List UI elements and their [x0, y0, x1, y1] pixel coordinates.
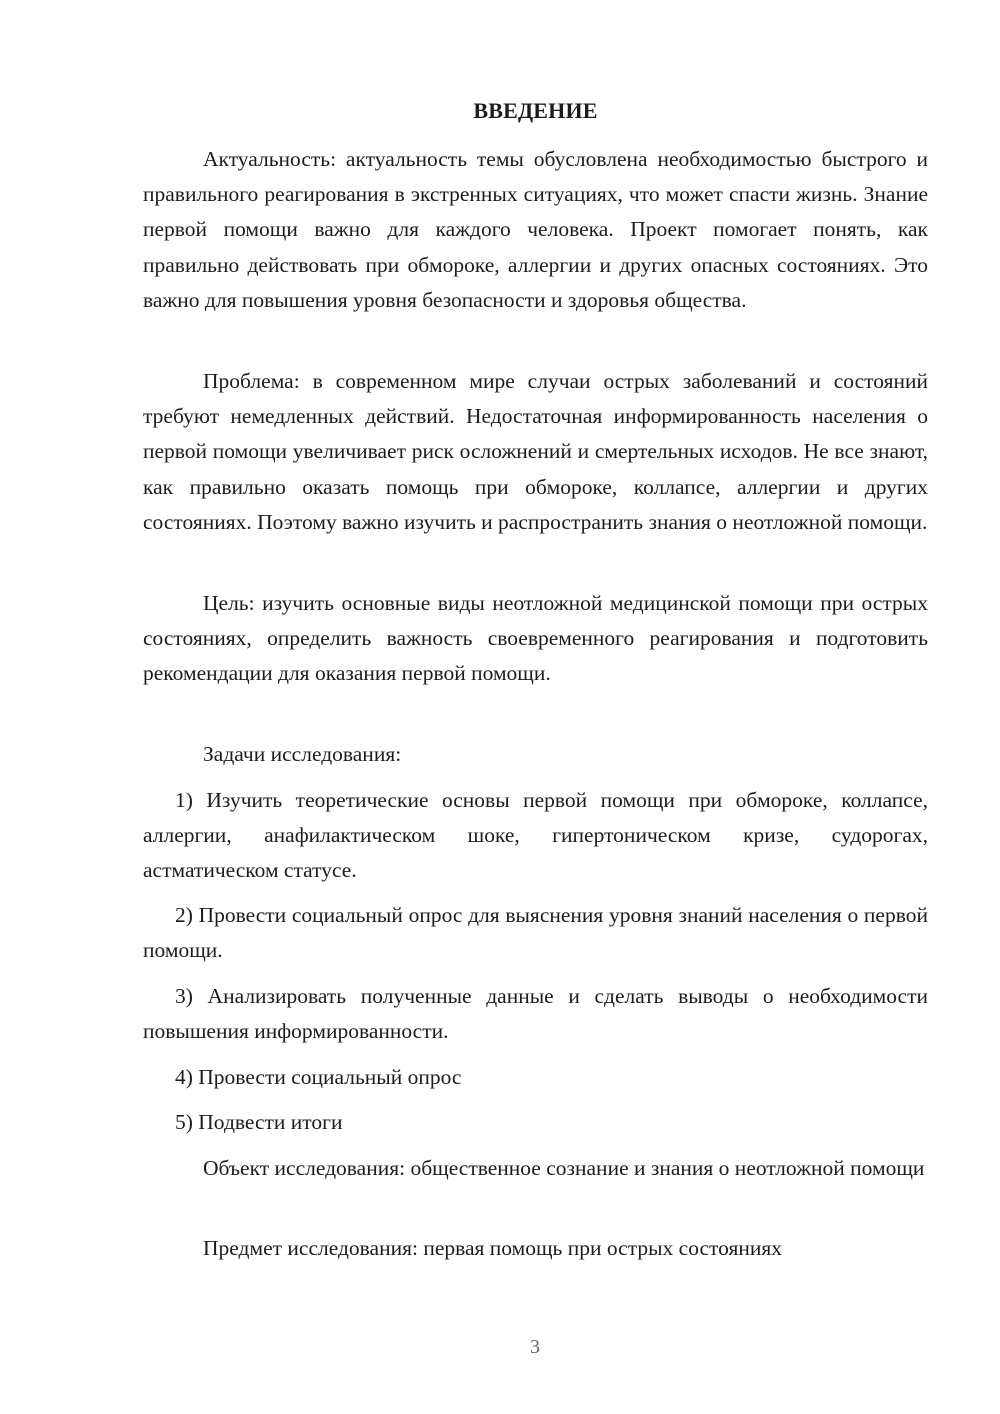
task-item-3: 3) Анализировать полученные данные и сделать выводы о необходимости повышения информированности. [143, 984, 928, 1044]
paragraph-object: Объект исследования: общественное сознание и знания о неотложной помощи [203, 1156, 925, 1180]
paragraph-subject: Предмет исследования: первая помощь при острых состояниях [203, 1236, 783, 1260]
page-number: 3 [530, 1336, 540, 1358]
task-item-1: 1) Изучить теоретические основы первой помощи при обмороке, коллапсе, аллергии, анафилактическом шоке, гипертоническом кризе, судорогах, астматическом статусе. [143, 788, 928, 883]
task-item-2: 2) Провести социальный опрос для выяснения уровня знаний населения о первой помощи. [143, 903, 928, 963]
task-item-4: 4) Провести социальный опрос [175, 1065, 462, 1089]
task-item-5: 5) Подвести итоги [175, 1110, 343, 1134]
paragraph-problem: Проблема: в современном мире случаи острых заболеваний и состояний требуют немедленных действий. Недостаточная информированность населения о первой помощи увеличивает риск осложнений и смертельных исходов. Не все знают, как правильно оказать помощь при обмороке, коллапсе, аллергии и других состояниях. Поэтому важно изучить и распространить знания о неотложной помощи. [143, 369, 928, 534]
tasks-heading: Задачи исследования: [203, 742, 402, 766]
paragraph-goal: Цель: изучить основные виды неотложной медицинской помощи при острых состояниях, определить важность своевременного реагирования и подготовить рекомендации для оказания первой помощи. [143, 591, 928, 686]
section-title: ВВЕДЕНИЕ [473, 98, 598, 123]
paragraph-relevance: Актуальность: актуальность темы обусловлена необходимостью быстрого и правильного реагирования в экстренных ситуациях, что может спасти жизнь. Знание первой помощи важно для каждого человека. Проект помогает понять, как правильно действовать при обмороке, аллергии и других опасных состояниях. Это важно для повышения уровня безопасности и здоровья общества. [143, 147, 928, 312]
